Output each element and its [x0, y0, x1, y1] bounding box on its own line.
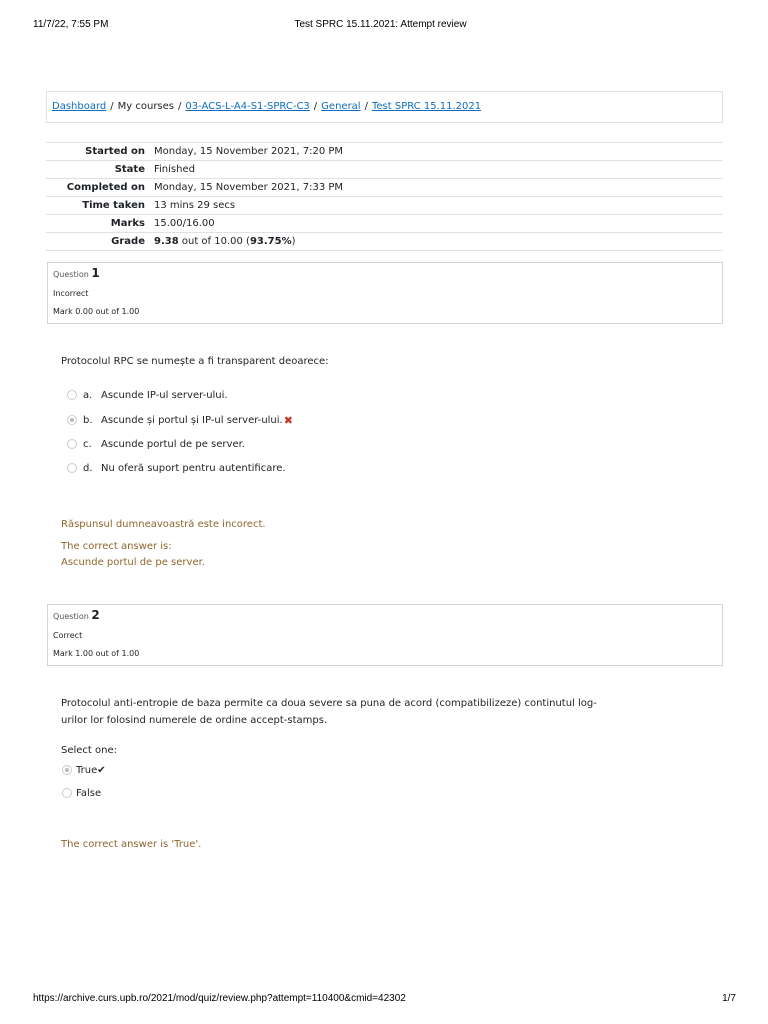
question-number — [53, 609, 717, 621]
summary-label: Marks — [46, 215, 150, 233]
breadcrumb-quiz[interactable]: Test SPRC 15.11.2021 — [371, 101, 482, 112]
print-title: Test SPRC 15.11.2021: Attempt review — [294, 19, 467, 30]
option-text: True — [76, 764, 98, 776]
question-mark: Mark 0.00 out of 1.00 — [53, 307, 140, 316]
answer-text: Ascunde portul de pe server. — [101, 438, 245, 450]
print-footer — [33, 993, 736, 1007]
breadcrumb-separator: / — [178, 101, 182, 112]
correct-answer-text: Ascunde portul de pe server. — [61, 557, 205, 568]
question-number — [53, 267, 717, 279]
summary-row-grade — [46, 233, 723, 251]
answer-option-d[interactable] — [67, 461, 286, 475]
summary-label: Completed on — [46, 179, 150, 197]
incorrect-icon: ✖ — [283, 413, 293, 427]
answer-text: Ascunde și portul și IP-ul server-ului. — [101, 414, 283, 426]
summary-label: Started on — [46, 143, 150, 161]
radio-button-checked[interactable] — [62, 765, 72, 775]
select-one-label: Select one: — [61, 745, 118, 756]
question-state: Correct — [53, 631, 83, 640]
question-prefix: Question — [53, 270, 89, 279]
grade-middle: out of 10.00 ( — [178, 236, 250, 247]
breadcrumb-general[interactable]: General — [321, 101, 361, 112]
question-1-text: Protocolul RPC se numește a fi transparent deoarece: — [61, 356, 329, 367]
answer-letter: d. — [83, 462, 93, 474]
attempt-summary-table — [46, 142, 723, 251]
answer-option-c[interactable] — [67, 437, 245, 451]
question-2-info — [47, 604, 723, 666]
question-2-correct-answer: The correct answer is 'True'. — [61, 839, 202, 850]
question-prefix: Question — [53, 612, 89, 621]
correct-check-icon: ✔ — [97, 764, 106, 776]
question-2-text — [61, 695, 621, 729]
radio-button[interactable] — [67, 439, 77, 449]
summary-row — [46, 143, 723, 161]
question-text-line: urilor lor folosind numerele de ordine accept-stamps. — [61, 715, 328, 726]
answer-letter: c. — [83, 438, 92, 450]
question-1-info — [47, 262, 723, 324]
breadcrumb-separator: / — [364, 101, 368, 112]
radio-button-checked[interactable] — [67, 415, 77, 425]
summary-label: Grade — [46, 233, 150, 251]
grade-score: 9.38 — [154, 236, 179, 247]
correct-answer-label: The correct answer is: — [61, 541, 172, 552]
print-page-number: 1/7 — [722, 993, 736, 1004]
breadcrumb — [46, 91, 723, 123]
summary-label: State — [46, 161, 150, 179]
answer-option-a[interactable] — [67, 388, 228, 402]
option-true[interactable] — [62, 763, 106, 777]
answer-text: Nu oferă suport pentru autentificare. — [101, 462, 286, 474]
option-false[interactable] — [62, 786, 101, 800]
print-url: https://archive.curs.upb.ro/2021/mod/quiz/review.php?attempt=110400&cmid=42302 — [33, 993, 406, 1004]
grade-percent: 93.75% — [249, 236, 292, 247]
option-text: False — [76, 787, 102, 799]
question-number-value: 2 — [91, 608, 100, 622]
breadcrumb-my-courses: My courses — [117, 101, 175, 112]
grade-end: ) — [291, 236, 296, 247]
grade-value — [150, 233, 723, 251]
answer-option-b[interactable] — [67, 413, 293, 427]
summary-label: Time taken — [46, 197, 150, 215]
print-header — [33, 19, 728, 33]
summary-value: Monday, 15 November 2021, 7:33 PM — [150, 179, 723, 197]
answer-letter: b. — [83, 414, 93, 426]
summary-value: 13 mins 29 secs — [150, 197, 723, 215]
radio-button[interactable] — [67, 463, 77, 473]
radio-button[interactable] — [67, 390, 77, 400]
summary-value: Finished — [150, 161, 723, 179]
summary-row — [46, 197, 723, 215]
breadcrumb-separator: / — [313, 101, 318, 112]
question-state: Incorrect — [53, 289, 89, 298]
question-text-line: Protocolul anti-entropie de baza permite ca doua severe sa puna de acord (compatibilizeze) continutul log- — [61, 698, 597, 709]
summary-row — [46, 179, 723, 197]
summary-value: 15.00/16.00 — [150, 215, 723, 233]
breadcrumb-dashboard[interactable]: Dashboard — [52, 101, 107, 112]
answer-letter: a. — [83, 389, 93, 401]
radio-button[interactable] — [62, 788, 72, 798]
summary-row — [46, 161, 723, 179]
question-mark: Mark 1.00 out of 1.00 — [53, 649, 140, 658]
breadcrumb-separator: / — [110, 101, 114, 112]
answer-text: Ascunde IP-ul server-ului. — [101, 389, 228, 401]
question-1-feedback: Răspunsul dumneavoastră este incorect. — [61, 519, 266, 530]
summary-value: Monday, 15 November 2021, 7:20 PM — [150, 143, 723, 161]
breadcrumb-course[interactable]: 03-ACS-L-A4-S1-SPRC-C3 — [185, 101, 310, 112]
summary-row — [46, 215, 723, 233]
question-number-value: 1 — [91, 266, 100, 280]
print-date: 11/7/22, 7:55 PM — [33, 19, 109, 30]
